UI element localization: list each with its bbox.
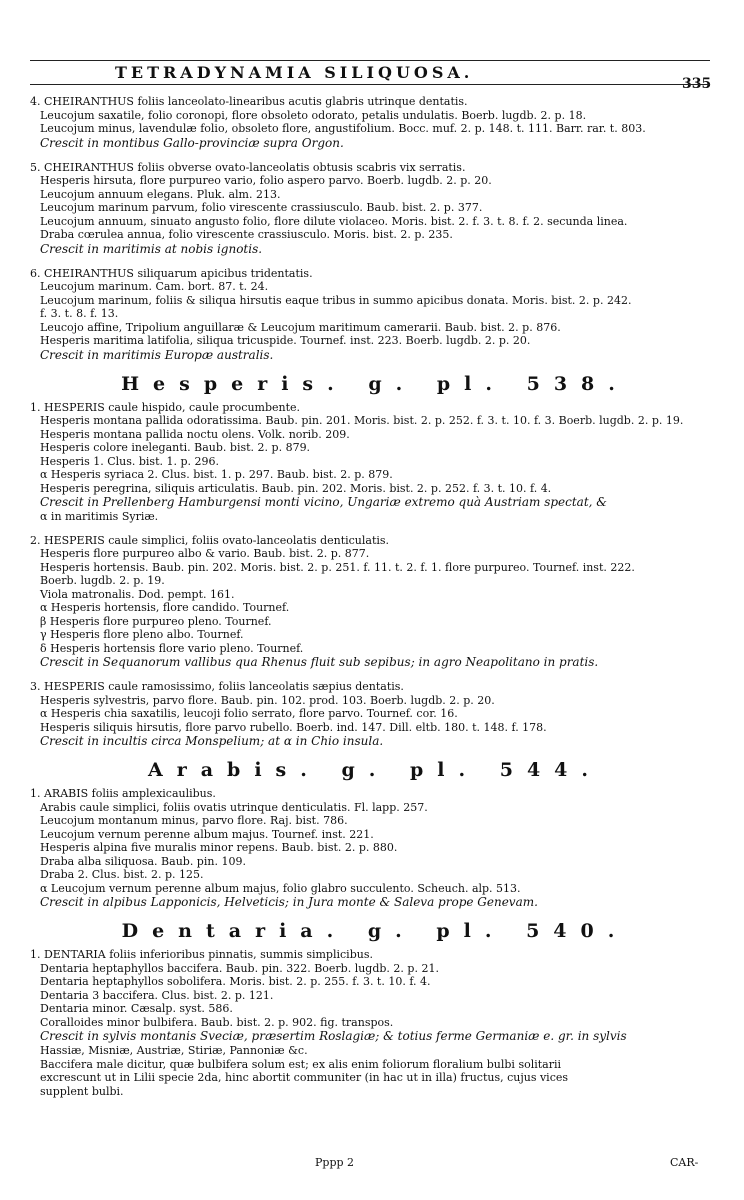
genus-heading: Hesperis. g. pl. 538. [121, 372, 629, 395]
synonym-line: α in maritimis Syriæ. [40, 510, 159, 523]
species-diagnosis: 1. DENTARIA foliis inferioribus pinnatis, summis simplicibus. [30, 948, 373, 961]
synonym-line: Hesperis colore ineleganti. Baub. bist. 2. p. 879. [40, 441, 311, 454]
synonym-line: Viola matronalis. Dod. pempt. 161. [40, 587, 235, 601]
page-footer [30, 1156, 720, 1172]
synonym-line: Baccifera male dicitur, quæ bulbifera solum est; ex alis enim foliorum floralium bulbi solitarii [40, 1057, 562, 1071]
running-title: TETRADYNAMIA SILIQUOSA. [115, 63, 474, 82]
synonym-line: Dentaria heptaphyllos sobolifera. Moris. bist. 2. p. 255. f. 3. t. 10. f. 4. [40, 975, 431, 988]
synonym-line: Leucojum saxatile, folio coronopi, flore obsoleto odorato, petalis undulatis. Boerb. lugdb. 2. p. 18. [40, 108, 587, 122]
synonym-line: Coralloides minor bulbifera. Baub. bist. 2. p. 902. fig. transpos. [40, 1015, 394, 1029]
synonym-line: α Hesperis hortensis, flore candido. Tournef. [40, 601, 290, 614]
synonym-line: Hesperis siliquis hirsutis, flore parvo rubello. Boerb. ind. 147. Dill. eltb. 180. t. 148. f. 178. [40, 720, 547, 734]
header-rule-bottom [30, 84, 710, 85]
habitat-line: Crescit in Prellenberg Hamburgensi monti vicino, Ungariæ extremo quà Austriam spectat, & [40, 495, 607, 509]
species-entry [30, 680, 720, 749]
synonym-line: Hesperis sylvestris, parvo flore. Baub. pin. 102. prod. 103. Boerb. lugdb. 2. p. 20. [40, 693, 495, 707]
synonym-line: Draba 2. Clus. bist. 2. p. 125. [40, 868, 204, 881]
synonym-line: Boerb. lugdb. 2. p. 19. [40, 574, 165, 587]
species-diagnosis: 3. HESPERIS caule ramosissimo, foliis lanceolatis sæpius dentatis. [30, 680, 404, 693]
genus-heading: Arabis. g. pl. 544. [147, 759, 602, 781]
synonym-line: Hesperis hirsuta, flore purpureo vario, folio aspero parvo. Boerb. lugdb. 2. p. 20. [40, 174, 492, 187]
synonym-line: Dentaria heptaphyllos baccifera. Baub. pin. 322. Boerb. lugdb. 2. p. 21. [40, 961, 439, 975]
catchword: CAR- [670, 1156, 699, 1169]
header-rule-top [30, 60, 710, 61]
synonym-line: supplent bulbi. [40, 1084, 124, 1098]
species-entry [30, 267, 720, 363]
genus-heading: Dentaria. g. pl. 540. [121, 920, 629, 942]
synonym-line: Draba cœrulea annua, folio virescente crassiusculo. Moris. bist. 2. p. 235. [40, 228, 453, 241]
habitat-line: Crescit in maritimis Europæ australis. [40, 347, 274, 362]
species-diagnosis: 1. ARABIS foliis amplexicaulibus. [30, 787, 216, 800]
synonym-line: γ Hesperis flore pleno albo. Tournef. [40, 628, 244, 641]
synonym-line: α Leucojum vernum perenne album majus, folio glabro succulento. Scheuch. alp. 513. [40, 881, 521, 895]
synonym-line: Leucojo affine, Tripolium anguillaræ & Leucojum maritimum camerarii. Baub. bist. 2. p. 876. [40, 320, 561, 334]
synonym-line: Hesperis alpina five muralis minor repens. Baub. bist. 2. p. 880. [40, 841, 398, 854]
synonym-line: Hesperis flore purpureo albo & vario. Baub. bist. 2. p. 877. [40, 547, 370, 560]
species-diagnosis: 4. CHEIRANTHUS foliis lanceolato-linearibus acutis glabris utrinque dentatis. [30, 95, 468, 108]
habitat-line: Crescit in sylvis montanis Sveciæ, præsertim Roslagiæ; & totius ferme Germaniæ e. gr. in sylvis [40, 1029, 627, 1043]
synonym-line: Leucojum vernum perenne album majus. Tournef. inst. 221. [40, 827, 374, 841]
synonym-line: Leucojum marinum. Cam. bort. 87. t. 24. [40, 280, 269, 293]
synonym-line: Dentaria minor. Cæsalp. syst. 586. [40, 1002, 233, 1015]
page-number: 335 [682, 76, 712, 92]
synonym-line: Leucojum annuum, sinuato angusto folio, flore dilute violaceo. Moris. bist. 2. f. 3. t. 8. f. 2. secunda linea. [40, 214, 628, 228]
species-entry [30, 95, 720, 151]
species-entry [30, 534, 720, 671]
synonym-line: Hesperis montana pallida noctu olens. Volk. norib. 209. [40, 427, 350, 441]
synonym-line: Leucojum montanum minus, parvo flore. Raj. bist. 786. [40, 814, 348, 827]
synonym-line: excrescunt ut in Lilii specie 2da, hinc abortit communiter (in hac ut in illa) fructus, cujus vices [40, 1071, 569, 1084]
habitat-line: Crescit in incultis circa Monspelium; at α in Chio insula. [40, 734, 384, 748]
synonym-line: f. 3. t. 8. f. 13. [40, 307, 119, 320]
synonym-line: α Hesperis chia saxatilis, leucoji folio serrato, flore parvo. Tournef. cor. 16. [40, 707, 458, 720]
synonym-line: δ Hesperis hortensis flore vario pleno. Tournef. [40, 641, 304, 655]
synonym-line: Hesperis montana pallida odoratissima. Baub. pin. 201. Moris. bist. 2. p. 252. f. 3. t. 10. f. 3. Boerb. lugdb. 2. p. 19. [40, 414, 684, 427]
synonym-line: Hesperis hortensis. Baub. pin. 202. Moris. bist. 2. p. 251. f. 11. t. 2. f. 1. flore purpureo. Tournef. inst. 222. [40, 560, 635, 574]
synonym-line: Hesperis maritima latifolia, siliqua tricuspide. Tournef. inst. 223. Boerb. lugdb. 2. p. 20. [40, 334, 531, 347]
synonym-line: Leucojum marinum, foliis & siliqua hirsutis eaque tribus in summo apicibus donata. Moris. bist. 2. p. 242. [40, 293, 632, 307]
synonym-line: Leucojum minus, lavendulæ folio, obsoleto flore, angustifolium. Bocc. muf. 2. p. 148. t. 111. Barr. rar. t. 803. [40, 122, 646, 135]
habitat-line: Crescit in montibus Gallo-provinciæ supra Orgon. [40, 135, 344, 150]
synonym-line: Hesperis 1. Clus. bist. 1. p. 296. [40, 454, 220, 468]
synonym-line: α Hesperis syriaca 2. Clus. bist. 1. p. 297. Baub. bist. 2. p. 879. [40, 468, 393, 481]
habitat-line: Crescit in alpibus Lapponicis, Helveticis; in Jura monte & Saleva prope Genevam. [40, 895, 538, 909]
species-diagnosis: 1. HESPERIS caule hispido, caule procumbente. [30, 400, 301, 414]
synonym-line: Leucojum annuum elegans. Pluk. alm. 213. [40, 187, 281, 201]
species-entry [30, 161, 720, 257]
signature-mark: Pppp 2 [315, 1156, 355, 1169]
habitat-line: Crescit in Sequanorum vallibus qua Rhenus fluit sub sepibus; in agro Neapolitano in pratis. [40, 655, 599, 669]
species-diagnosis: 6. CHEIRANTHUS siliquarum apicibus tridentatis. [30, 266, 313, 280]
synonym-line: Dentaria 3 baccifera. Clus. bist. 2. p. 121. [40, 988, 274, 1002]
habitat-line: Crescit in maritimis at nobis ignotis. [40, 241, 263, 256]
species-entry [30, 401, 720, 524]
synonym-line: Arabis caule simplici, foliis ovatis utrinque denticulatis. Fl. lapp. 257. [40, 800, 428, 814]
page-body [30, 95, 720, 1108]
species-diagnosis: 5. CHEIRANTHUS foliis obverse ovato-lanceolatis obtusis scabris vix serratis. [30, 160, 466, 174]
species-entry [30, 787, 720, 910]
species-diagnosis: 2. HESPERIS caule simplici, foliis ovato-lanceolatis denticulatis. [30, 533, 390, 547]
synonym-line: Hesperis peregrina, siliquis articulatis. Baub. pin. 202. Moris. bist. 2. p. 252. f. 3. t. 10. f. 4. [40, 481, 552, 495]
synonym-line: Hassiæ, Misniæ, Austriæ, Stiriæ, Pannoniæ &c. [40, 1044, 308, 1057]
synonym-line: Draba alba siliquosa. Baub. pin. 109. [40, 854, 246, 868]
species-entry [30, 948, 720, 1098]
synonym-line: Leucojum marinum parvum, folio virescente crassiusculo. Baub. bist. 2. p. 377. [40, 201, 483, 214]
synonym-line: β Hesperis flore purpureo pleno. Tournef. [40, 614, 272, 628]
